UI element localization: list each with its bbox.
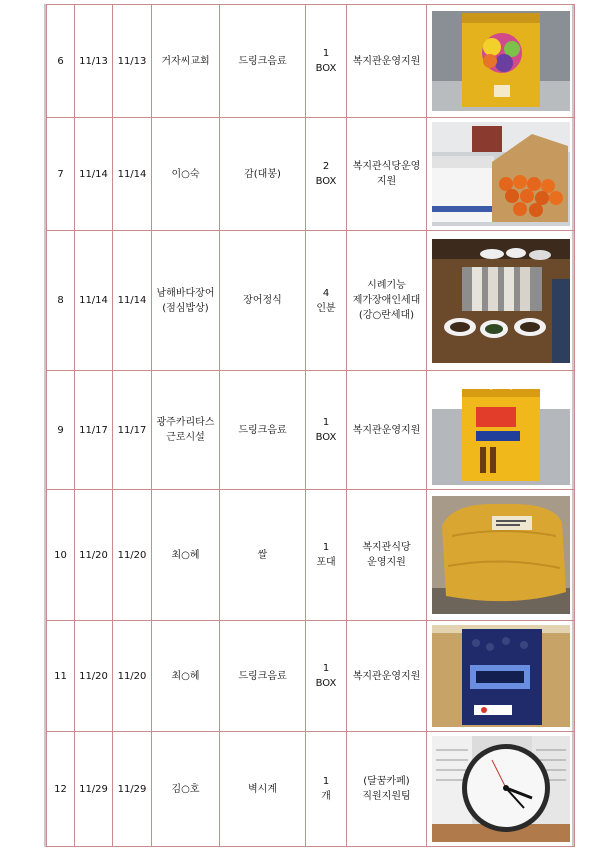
item: 드링크음료 — [220, 5, 306, 118]
donation-table — [46, 4, 575, 847]
date-distributed: 11/14 — [113, 231, 152, 371]
row-number: 9 — [47, 371, 75, 490]
photo-cell — [427, 231, 575, 371]
date-distributed: 11/17 — [113, 371, 152, 490]
date-received: 11/13 — [75, 5, 113, 118]
photo-cell — [427, 118, 575, 231]
usage: (달꿈카페) 직원지원팀 — [347, 732, 427, 847]
date-distributed: 11/14 — [113, 118, 152, 231]
row-number: 10 — [47, 490, 75, 621]
quantity: 1 BOX — [306, 621, 347, 732]
table-row — [47, 118, 575, 231]
usage: 복지관식당 운영지원 — [347, 490, 427, 621]
item: 드링크음료 — [220, 371, 306, 490]
donor: 김○호 — [152, 732, 220, 847]
item: 쌀 — [220, 490, 306, 621]
photo-cell — [427, 621, 575, 732]
vitamin-drink-box-photo — [432, 375, 570, 485]
quantity: 4 인분 — [306, 231, 347, 371]
donor: 최○혜 — [152, 490, 220, 621]
eel-meal-photo — [432, 239, 570, 363]
quantity: 1 BOX — [306, 371, 347, 490]
date-received: 11/17 — [75, 371, 113, 490]
photo-cell — [427, 371, 575, 490]
item: 드링크음료 — [220, 621, 306, 732]
usage: 복지관운영지원 — [347, 621, 427, 732]
usage: 시례기능 제가장애인세대 (강○란세대) — [347, 231, 427, 371]
donor: 거자씨교회 — [152, 5, 220, 118]
date-received: 11/14 — [75, 231, 113, 371]
usage: 복지관운영지원 — [347, 5, 427, 118]
row-number: 12 — [47, 732, 75, 847]
photo-cell — [427, 732, 575, 847]
table-row — [47, 231, 575, 371]
quantity: 2 BOX — [306, 118, 347, 231]
date-received: 11/14 — [75, 118, 113, 231]
donor: 남해바다장어 (점심밥상) — [152, 231, 220, 371]
photo-cell — [427, 490, 575, 621]
date-distributed: 11/13 — [113, 5, 152, 118]
quantity: 1 BOX — [306, 5, 347, 118]
usage: 복지관운영지원 — [347, 371, 427, 490]
date-received: 11/20 — [75, 490, 113, 621]
rice-sack-photo — [432, 496, 570, 614]
row-number: 6 — [47, 5, 75, 118]
row-number: 8 — [47, 231, 75, 371]
table-row — [47, 371, 575, 490]
donor: 광주카리타스 근로시설 — [152, 371, 220, 490]
quantity: 1 개 — [306, 732, 347, 847]
photo-cell — [427, 5, 575, 118]
date-distributed: 11/20 — [113, 490, 152, 621]
item: 감(대봉) — [220, 118, 306, 231]
donor: 최○혜 — [152, 621, 220, 732]
drink-gift-box-photo — [432, 11, 570, 111]
date-distributed: 11/20 — [113, 621, 152, 732]
quantity: 1 포대 — [306, 490, 347, 621]
table-row — [47, 732, 575, 847]
row-number: 7 — [47, 118, 75, 231]
item: 벽시계 — [220, 732, 306, 847]
date-distributed: 11/29 — [113, 732, 152, 847]
item: 장어정식 — [220, 231, 306, 371]
table-row — [47, 5, 575, 118]
blueberry-drink-box-photo — [432, 625, 570, 727]
persimmon-boxes-photo — [432, 122, 570, 226]
date-received: 11/29 — [75, 732, 113, 847]
donor: 이○숙 — [152, 118, 220, 231]
table-row — [47, 621, 575, 732]
usage: 복지관식당운영 지원 — [347, 118, 427, 231]
wall-clock-photo — [432, 736, 570, 842]
date-received: 11/20 — [75, 621, 113, 732]
row-number: 11 — [47, 621, 75, 732]
table-row — [47, 490, 575, 621]
